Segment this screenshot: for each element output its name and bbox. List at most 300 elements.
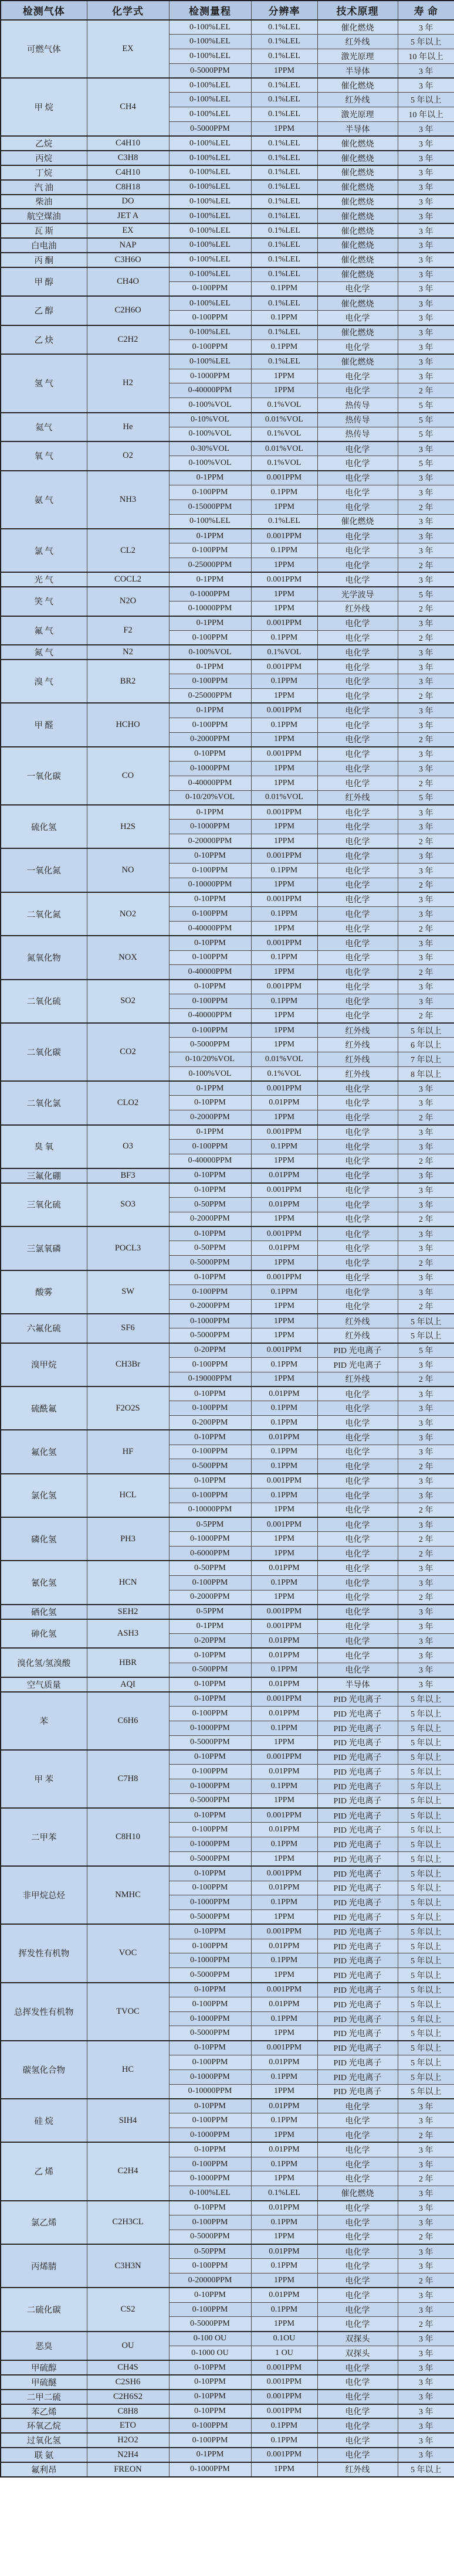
resolution-cell: 0.1PPM	[251, 1284, 317, 1299]
resolution-cell: 0.1PPM	[251, 1357, 317, 1372]
range-cell: 0-10PPM	[169, 1096, 251, 1110]
lifespan-cell: 5 年以上	[398, 1328, 454, 1343]
range-cell: 0-50PPM	[169, 1561, 251, 1575]
range-cell: 0-100PPM	[169, 2433, 251, 2448]
table-row	[1, 238, 454, 253]
resolution-cell: 0.001PPM	[251, 1866, 317, 1881]
range-cell: 0-100%LEL	[169, 223, 251, 238]
principle-cell: 电化学	[317, 1401, 398, 1416]
lifespan-cell: 3 年	[398, 195, 454, 209]
range-cell: 0-40000PPM	[169, 965, 251, 980]
resolution-cell: 0.01PPM	[251, 2142, 317, 2157]
formula-cell: NAP	[87, 238, 169, 253]
lifespan-cell: 3 年	[398, 1081, 454, 1096]
formula-cell: CO	[87, 747, 169, 805]
resolution-cell: 1PPM	[251, 1851, 317, 1866]
formula-cell: C8H10	[87, 1808, 169, 1866]
resolution-cell: 0.001PPM	[251, 1750, 317, 1765]
resolution-cell: 0.001PPM	[251, 2448, 317, 2462]
lifespan-cell: 5 年以上	[398, 1939, 454, 1953]
range-cell: 0-1000PPM	[169, 1779, 251, 1793]
principle-cell: 电化学	[317, 1256, 398, 1270]
resolution-cell: 0.01PPM	[251, 1633, 317, 1648]
lifespan-cell: 5 年以上	[398, 1953, 454, 1968]
table-row	[1, 703, 454, 718]
resolution-cell: 0.001PPM	[251, 1983, 317, 1997]
resolution-cell: 1PPM	[251, 1328, 317, 1343]
principle-cell: PID 光电离子	[317, 1866, 398, 1881]
lifespan-cell: 5 年以上	[398, 1765, 454, 1779]
resolution-cell: 0.001PPM	[251, 892, 317, 907]
resolution-cell: 0.01%VOL	[251, 790, 317, 805]
principle-cell: 双探头	[317, 2332, 398, 2346]
gas-name-cell: 二甲苯	[1, 1808, 87, 1866]
formula-cell: ASH3	[87, 1619, 169, 1649]
table-row	[1, 2448, 454, 2462]
resolution-cell: 0.001PPM	[251, 1226, 317, 1241]
principle-cell: 电化学	[317, 689, 398, 704]
gas-name-cell: 氯 气	[1, 529, 87, 572]
lifespan-cell: 2 年	[398, 1154, 454, 1168]
principle-cell: PID 光电离子	[317, 1910, 398, 1925]
lifespan-cell: 2 年	[398, 776, 454, 790]
lifespan-cell: 2 年	[398, 1008, 454, 1023]
principle-cell: 电化学	[317, 2448, 398, 2462]
resolution-cell: 0.001PPM	[251, 848, 317, 863]
formula-cell: BF3	[87, 1168, 169, 1183]
formula-cell: NO	[87, 848, 169, 892]
table-row	[1, 1677, 454, 1692]
gas-name-cell: 氯乙烯	[1, 2201, 87, 2244]
resolution-cell: 0.1%LEL	[251, 78, 317, 93]
formula-cell: OU	[87, 2332, 169, 2361]
formula-cell: CH4	[87, 78, 169, 136]
principle-cell: 催化燃烧	[317, 195, 398, 209]
resolution-cell: 1PPM	[251, 558, 317, 572]
lifespan-cell: 3 年	[398, 616, 454, 631]
lifespan-cell: 3 年	[398, 762, 454, 776]
gas-name-cell: 氨 气	[1, 471, 87, 529]
range-cell: 0-100PPM	[169, 630, 251, 645]
lifespan-cell: 3 年	[398, 907, 454, 922]
lifespan-cell: 3 年	[398, 1357, 454, 1372]
range-cell: 0-100%LEL	[169, 165, 251, 180]
formula-cell: HC	[87, 2041, 169, 2099]
resolution-cell: 0.001PPM	[251, 1605, 317, 1619]
lifespan-cell: 5 年	[398, 790, 454, 805]
lifespan-cell: 3 年	[398, 2259, 454, 2273]
range-cell: 0-10%VOL	[169, 413, 251, 427]
principle-cell: 电化学	[317, 281, 398, 296]
range-cell: 0-5000PPM	[169, 1735, 251, 1750]
principle-cell: 电化学	[317, 762, 398, 776]
resolution-cell: 0.001PPM	[251, 2390, 317, 2404]
resolution-cell: 0.001PPM	[251, 529, 317, 543]
principle-cell: PID 光电离子	[317, 2026, 398, 2041]
table-row	[1, 2418, 454, 2433]
resolution-cell: 0.1%LEL	[251, 165, 317, 180]
lifespan-cell: 3 年	[398, 543, 454, 558]
lifespan-cell: 3 年	[398, 1226, 454, 1241]
gas-name-cell: 乙 醇	[1, 296, 87, 325]
resolution-cell: 0.01PPM	[251, 1198, 317, 1212]
range-cell: 0-10PPM	[169, 1183, 251, 1198]
principle-cell: 电化学	[317, 1299, 398, 1314]
range-cell: 0-5000PPM	[169, 1793, 251, 1808]
resolution-cell: 0.001PPM	[251, 1924, 317, 1939]
resolution-cell: 1PPM	[251, 1154, 317, 1168]
range-cell: 0-100%LEL	[169, 296, 251, 311]
table-row	[1, 165, 454, 180]
range-cell: 0-1000 OU	[169, 2346, 251, 2361]
principle-cell: PID 光电离子	[317, 1357, 398, 1372]
resolution-cell: 0.1%LEL	[251, 325, 317, 340]
formula-cell: DO	[87, 195, 169, 209]
formula-cell: BR2	[87, 660, 169, 703]
gas-name-cell: 三氯氧磷	[1, 1226, 87, 1270]
table-row	[1, 223, 454, 238]
range-cell: 0-100%LEL	[169, 49, 251, 64]
table-row	[1, 413, 454, 427]
principle-cell: 电化学	[317, 2259, 398, 2273]
range-cell: 0-100%LEL	[169, 253, 251, 267]
range-cell: 0-500PPM	[169, 1459, 251, 1474]
resolution-cell: 1PPM	[251, 369, 317, 383]
resolution-cell: 0.1PPM	[251, 1779, 317, 1793]
range-cell: 0-100%LEL	[169, 107, 251, 122]
lifespan-cell: 3 年	[398, 2201, 454, 2215]
principle-cell: 电化学	[317, 1386, 398, 1401]
principle-cell: 电化学	[317, 456, 398, 471]
gas-name-cell: 硫酰氟	[1, 1386, 87, 1430]
principle-cell: 电化学	[317, 1241, 398, 1256]
resolution-cell: 0.1%LEL	[251, 151, 317, 165]
lifespan-cell: 10 年以上	[398, 49, 454, 64]
range-cell: 0-100PPM	[169, 1401, 251, 1416]
range-cell: 0-100PPM	[169, 2113, 251, 2128]
range-cell: 0-1000PPM	[169, 762, 251, 776]
principle-cell: PID 光电离子	[317, 2011, 398, 2026]
gas-name-cell: 二甲二硫	[1, 2390, 87, 2404]
formula-cell: SO3	[87, 1183, 169, 1226]
principle-cell: 电化学	[317, 340, 398, 355]
resolution-cell: 0.001PPM	[251, 572, 317, 587]
formula-cell: HF	[87, 1430, 169, 1473]
lifespan-cell: 3 年	[398, 20, 454, 35]
formula-cell: AQI	[87, 1677, 169, 1692]
table-row	[1, 1270, 454, 1285]
range-cell: 0-10PPM	[169, 2404, 251, 2419]
resolution-cell: 1PPM	[251, 383, 317, 398]
resolution-cell: 0.1PPM	[251, 485, 317, 500]
principle-cell: 红外线	[317, 1372, 398, 1386]
lifespan-cell: 2 年	[398, 2171, 454, 2186]
table-row	[1, 2390, 454, 2404]
range-cell: 0-20000PPM	[169, 834, 251, 849]
principle-cell: 热传导	[317, 398, 398, 413]
lifespan-cell: 5 年以上	[398, 1793, 454, 1808]
principle-cell: PID 光电离子	[317, 1793, 398, 1808]
principle-cell: 电化学	[317, 1416, 398, 1430]
resolution-cell: 0.01PPM	[251, 1241, 317, 1256]
gas-name-cell: 氟化氢	[1, 1430, 87, 1473]
table-row	[1, 2433, 454, 2448]
gas-name-cell: 氰化氢	[1, 1561, 87, 1604]
range-cell: 0-100PPM	[169, 1023, 251, 1038]
principle-cell: PID 光电离子	[317, 1851, 398, 1866]
lifespan-cell: 3 年	[398, 1198, 454, 1212]
resolution-cell: 0.1PPM	[251, 863, 317, 878]
range-cell: 0-1PPM	[169, 572, 251, 587]
range-cell: 0-5000PPM	[169, 1038, 251, 1052]
formula-cell: F2	[87, 616, 169, 645]
lifespan-cell: 2 年	[398, 601, 454, 616]
range-cell: 0-10PPM	[169, 2360, 251, 2375]
range-cell: 0-1PPM	[169, 616, 251, 631]
lifespan-cell: 3 年	[398, 340, 454, 355]
resolution-cell: 0.1%LEL	[251, 296, 317, 311]
resolution-cell: 0.1PPM	[251, 2069, 317, 2084]
resolution-cell: 0.01PPM	[251, 1386, 317, 1401]
principle-cell: 电化学	[317, 1125, 398, 1140]
resolution-cell: 1PPM	[251, 1008, 317, 1023]
principle-cell: 电化学	[317, 485, 398, 500]
principle-cell: 电化学	[317, 994, 398, 1008]
range-cell: 0-100%LEL	[169, 267, 251, 282]
principle-cell: 电化学	[317, 2273, 398, 2288]
range-cell: 0-5000PPM	[169, 2026, 251, 2041]
resolution-cell: 1PPM	[251, 921, 317, 936]
gas-name-cell: 氧 气	[1, 441, 87, 471]
principle-cell: 催化燃烧	[317, 296, 398, 311]
gas-name-cell: 三氟化硼	[1, 1168, 87, 1183]
table-row	[1, 805, 454, 820]
formula-cell: C3H6O	[87, 253, 169, 267]
principle-cell: PID 光电离子	[317, 1983, 398, 1997]
resolution-cell: 0.001PPM	[251, 1474, 317, 1488]
lifespan-cell: 5 年以上	[398, 1779, 454, 1793]
resolution-cell: 0.01PPM	[251, 1561, 317, 1575]
gas-name-cell: 丙烯腈	[1, 2244, 87, 2288]
range-cell: 0-100PPM	[169, 543, 251, 558]
resolution-cell: 0.01PPM	[251, 1096, 317, 1110]
formula-cell: VOC	[87, 1924, 169, 1982]
principle-cell: 电化学	[317, 848, 398, 863]
principle-cell: 红外线	[317, 2462, 398, 2477]
gas-name-cell: 汽 油	[1, 180, 87, 195]
formula-cell: CLO2	[87, 1081, 169, 1124]
range-cell: 0-10PPM	[169, 1866, 251, 1881]
resolution-cell: 0.1PPM	[251, 718, 317, 732]
gas-name-cell: 二氧化氯	[1, 1081, 87, 1124]
range-cell: 0-10PPM	[169, 1474, 251, 1488]
principle-cell: 电化学	[317, 1619, 398, 1634]
principle-cell: 电化学	[317, 1474, 398, 1488]
lifespan-cell: 3 年	[398, 994, 454, 1008]
range-cell: 0-40000PPM	[169, 1008, 251, 1023]
resolution-cell: 0.01PPM	[251, 2201, 317, 2215]
lifespan-cell: 5 年以上	[398, 1023, 454, 1038]
gas-name-cell: 碳氢化合物	[1, 2041, 87, 2099]
range-cell: 0-100PPM	[169, 2259, 251, 2273]
table-row	[1, 136, 454, 151]
range-cell: 0-10PPM	[169, 1924, 251, 1939]
table-row	[1, 1386, 454, 1401]
formula-cell: CH3Br	[87, 1343, 169, 1386]
resolution-cell: 0.1%LEL	[251, 2186, 317, 2201]
principle-cell: 催化燃烧	[317, 2186, 398, 2201]
principle-cell: 红外线	[317, 1052, 398, 1067]
range-cell: 0-5000PPM	[169, 122, 251, 137]
principle-cell: PID 光电离子	[317, 1968, 398, 1983]
range-cell: 0-10PPM	[169, 1692, 251, 1707]
principle-cell: 热传导	[317, 427, 398, 441]
range-cell: 0-5000PPM	[169, 1910, 251, 1925]
resolution-cell: 1PPM	[251, 820, 317, 834]
resolution-cell: 0.1PPM	[251, 543, 317, 558]
lifespan-cell: 3 年	[398, 1183, 454, 1198]
range-cell: 0-100PPM	[169, 2418, 251, 2433]
range-cell: 0-50PPM	[169, 1241, 251, 1256]
principle-cell: 电化学	[317, 572, 398, 587]
range-cell: 0-100PPM	[169, 863, 251, 878]
resolution-cell: 0.001PPM	[251, 2404, 317, 2419]
lifespan-cell: 2 年	[398, 834, 454, 849]
range-cell: 0-20PPM	[169, 1343, 251, 1358]
range-cell: 0-1PPM	[169, 1125, 251, 1140]
lifespan-cell: 5 年以上	[398, 1924, 454, 1939]
resolution-cell: 0.1PPM	[251, 1488, 317, 1503]
principle-cell: 电化学	[317, 2244, 398, 2259]
range-cell: 0-1PPM	[169, 805, 251, 820]
range-cell: 0-1000PPM	[169, 1895, 251, 1910]
lifespan-cell: 5 年	[398, 398, 454, 413]
resolution-cell: 1PPM	[251, 1256, 317, 1270]
resolution-cell: 1PPM	[251, 1212, 317, 1226]
range-cell: 0-1PPM	[169, 703, 251, 718]
table-row	[1, 195, 454, 209]
lifespan-cell: 5 年	[398, 1343, 454, 1358]
table-row	[1, 2041, 454, 2055]
formula-cell: H2O2	[87, 2433, 169, 2448]
resolution-cell: 0.01PPM	[251, 1430, 317, 1445]
lifespan-cell: 2 年	[398, 878, 454, 892]
formula-cell: EX	[87, 223, 169, 238]
table-row	[1, 1474, 454, 1488]
lifespan-cell: 3 年	[398, 950, 454, 965]
principle-cell: 红外线	[317, 1038, 398, 1052]
gas-name-cell: 丙 酮	[1, 253, 87, 267]
range-cell: 0-10PPM	[169, 848, 251, 863]
range-cell: 0-10/20%VOL	[169, 790, 251, 805]
principle-cell: 催化燃烧	[317, 136, 398, 151]
lifespan-cell: 3 年	[398, 2433, 454, 2448]
table-row	[1, 253, 454, 267]
table-row	[1, 1314, 454, 1328]
principle-cell: 电化学	[317, 878, 398, 892]
formula-cell: NOX	[87, 936, 169, 979]
principle-cell: 电化学	[317, 2404, 398, 2419]
lifespan-cell: 6 年以上	[398, 1038, 454, 1052]
principle-cell: 催化燃烧	[317, 238, 398, 253]
resolution-cell: 0.1%LEL	[251, 107, 317, 122]
resolution-cell: 0.1%LEL	[251, 180, 317, 195]
formula-cell: F2O2S	[87, 1386, 169, 1430]
lifespan-cell: 3 年	[398, 2288, 454, 2302]
resolution-cell: 0.1PPM	[251, 2259, 317, 2273]
lifespan-cell: 3 年	[398, 980, 454, 994]
range-cell: 0-100%LEL	[169, 209, 251, 223]
gas-name-cell: 瓦 斯	[1, 223, 87, 238]
table-row	[1, 2462, 454, 2477]
principle-cell: 电化学	[317, 529, 398, 543]
range-cell: 0-1000PPM	[169, 1314, 251, 1328]
range-cell: 0-2000PPM	[169, 1299, 251, 1314]
lifespan-cell: 5 年以上	[398, 2041, 454, 2055]
lifespan-cell: 3 年	[398, 1416, 454, 1430]
principle-cell: 电化学	[317, 1270, 398, 1285]
table-row	[1, 1183, 454, 1198]
lifespan-cell: 3 年	[398, 2244, 454, 2259]
resolution-cell: 0.1%LEL	[251, 35, 317, 49]
principle-cell: PID 光电离子	[317, 1881, 398, 1895]
formula-cell: C2H2	[87, 325, 169, 355]
gas-name-cell: 乙烷	[1, 136, 87, 151]
lifespan-cell: 3 年	[398, 151, 454, 165]
gas-name-cell: 一氧化碳	[1, 747, 87, 805]
principle-cell: 催化燃烧	[317, 223, 398, 238]
resolution-cell: 0.1%LEL	[251, 49, 317, 64]
gas-name-cell: 甲硫醚	[1, 2375, 87, 2390]
table-row	[1, 1750, 454, 1765]
lifespan-cell: 3 年	[398, 1575, 454, 1590]
principle-cell: 光学波导	[317, 587, 398, 601]
principle-cell: 电化学	[317, 1605, 398, 1619]
gas-name-cell: 一氧化氮	[1, 848, 87, 892]
formula-cell: C3H8	[87, 151, 169, 165]
formula-cell: HBR	[87, 1648, 169, 1677]
formula-cell: COCL2	[87, 572, 169, 587]
lifespan-cell: 3 年	[398, 1663, 454, 1677]
lifespan-cell: 5 年以上	[398, 2069, 454, 2084]
principle-cell: 电化学	[317, 834, 398, 849]
principle-cell: 电化学	[317, 921, 398, 936]
gas-name-cell: 氟 气	[1, 616, 87, 645]
resolution-cell: 0.1OU	[251, 2332, 317, 2346]
resolution-cell: 0.1PPM	[251, 994, 317, 1008]
lifespan-cell: 3 年	[398, 485, 454, 500]
lifespan-cell: 3 年	[398, 136, 454, 151]
principle-cell: PID 光电离子	[317, 1895, 398, 1910]
resolution-cell: 0.001PPM	[251, 1619, 317, 1634]
resolution-cell: 0.1PPM	[251, 2433, 317, 2448]
resolution-cell: 1PPM	[251, 1735, 317, 1750]
gas-name-cell: 二氧化硫	[1, 980, 87, 1023]
principle-cell: 电化学	[317, 1008, 398, 1023]
principle-cell: PID 光电离子	[317, 1692, 398, 1707]
lifespan-cell: 3 年	[398, 703, 454, 718]
resolution-cell: 0.001PPM	[251, 805, 317, 820]
range-cell: 0-40000PPM	[169, 1154, 251, 1168]
resolution-cell: 0.1PPM	[251, 2157, 317, 2171]
principle-cell: 催化燃烧	[317, 20, 398, 35]
principle-cell: 催化燃烧	[317, 165, 398, 180]
table-row	[1, 151, 454, 165]
lifespan-cell: 2 年	[398, 2273, 454, 2288]
formula-cell: CO2	[87, 1023, 169, 1081]
lifespan-cell: 5 年以上	[398, 2084, 454, 2099]
resolution-cell: 1PPM	[251, 1910, 317, 1925]
